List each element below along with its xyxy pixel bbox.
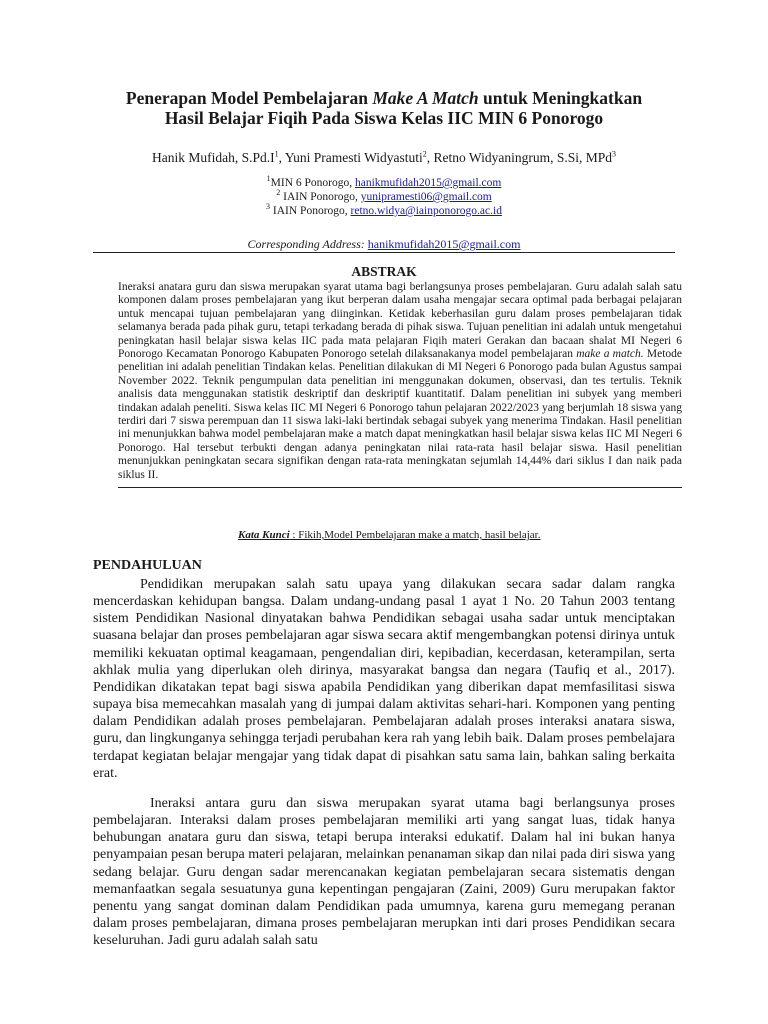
section-heading: PENDAHULUAN [93,558,202,573]
corresponding-label: Corresponding Address: [247,237,368,251]
affiliation-item [150,190,618,204]
title-text: untuk Meningkatkan [478,88,643,108]
abstract-text: Ineraksi anatara guru dan siswa merupakan syarat utama bagi berlangsunya proses pembelajaran. Guru adalah salah satu komponen dalam proses pembelajaran yang ikut berperan dalam usaha mengajar secara optimal pada berbagai pelajaran untuk mencapai tujuan pembelajaran yang diinginkan. Ketidak keberhasilan guru dalam proses pembelajaran tidak selamanya berada pada pihak guru, tetapi terkadang berada di pihak siswa. Tujuan penelitian ini adalah untuk mengetahui peningkatan hasil belajar siswa kelas IIC pada mata pelajaran Fiqih materi Gerakan dan bacaan shalat MI Negeri 6 Ponorogo Kecamatan Ponorogo Kabupaten Ponorogo setelah dilaksanakanya model pembelajaran [118,281,682,361]
corresponding-email-link[interactable]: hanikmufidah2015@gmail.com [367,237,521,251]
affiliation-superscript: 3 [266,202,271,212]
title-line-1 [60,88,708,108]
affiliation-item [150,204,618,218]
affiliation-email-link[interactable]: yunipramesti06@gmail.com [360,191,492,203]
author-superscript: 3 [612,149,617,159]
affiliation-email-link[interactable]: hanikmufidah2015@gmail.com [355,177,502,189]
abstract-heading: ABSTRAK [351,264,417,279]
abstract-top-rule [93,252,675,253]
abstract-text: Metode penelitian ini adalah penelitian Tindakan kelas. Penelitian dilakukan di MI Negeri 6 Ponorogo pada bulan Agustus sampai November 2022. Teknik pengumpulan data penelitian ini menggunakan dokumen, observasi, dan tes tertulis. Teknik analisis data menggunakan statistik deskriptif dan deskriptif kuantitatif. Dalam penelitian ini subyek yang memberi tindakan adalah peneliti. Siswa kelas IIC MI Negeri 6 Ponorogo tahun pelajaran 2022/2023 yang berjumlah 18 siswa yang terdiri dari 7 siswa perempuan dan 11 siswa laki-laki bertindak sebagai subyek yang menerima Tindakan. Hasil penelitian ini menunjukkan bahwa model pembelajaran make a match dapat meningkatkan hasil belajar siswa kelas IIC MI Negeri 6 Ponorogo. Hal tersebut terbukti dengan adanya peningkatan nilai rata-rata hasil belajar siswa. Hasil penelitian menunjukkan peningkatan secara signifikan dengan rata-rata meningkatan sejumlah 14,44% dari siklus I dan naik pada siklus II. [118,348,682,481]
keywords-text: : Fikih,Model Pembelajaran make a match, hasil belajar. [289,529,541,541]
body-paragraph: Ineraksi antara guru dan siswa merupakan syarat utama bagi berlangsunya proses pembelajaran. Interaksi dalam proses pembelajaran memiliki arti yang sangat luas, tidak hanya behubungan anatara guru dan siswa, tetapi berupa interaksi edukatif. Dalam hal ini bukan hanya penyampaian pesan berupa materi pelajaran, melainkan penanaman sikap dan nilai pada diri siswa yang sedang belajar. Guru dengan sadar merencanakan kegiatan pembelajaran secara sistematis dengan memanfaatkan segala sesuatunya guna kepentingan pengajaran (Zaini, 2009) Guru merupakan faktor penentu yang sangat dominan dalam Pendidikan pada umumnya, karena guru memegang peranan dalam proses pembelajaran, dimana proses pembelajaran merupkan inti dari proses Pendidikan secara keseluruhan. Jadi guru adalah salah satu [93,796,675,949]
author-name: , Yuni Pramesti Widyastuti [278,150,423,165]
affiliation-text: IAIN Ponorogo, [280,191,361,203]
body-paragraph: Pendidikan merupakan salah satu upaya yang dilakukan secara sadar dalam rangka mencerdaskan kehidupan bangsa. Dalam undang-undang pasal 1 ayat 1 No. 20 Tahun 2003 tentang sistem Pendidikan Nasional dinyatakan bahwa Pendidikan sebagai usaha sadar untuk menciptakan suasana belajar dan proses pembelajaran agar siswa secara aktif mengembangkan potensi dirinya untuk memiliki kekuatan optimal keagamaan, pengendalian diri, kepibadian, kecerdasan, keterampilan, serta akhlak mulia yang diperlukan oleh dirinya, masyarakat bangsa dan negara (Taufiq et al., 2017). Pendidikan dikatakan tepat bagi siswa apabila Pendidikan yang diberikan dapat memfasilitasi siswa supaya bisa memecahkan masalah yang di jumpai dalam aktivitas sehari-hari. Komponen yang penting dalam Pendidikan adalah proses pembelajaran. Pembelajaran adalah proses interaksi anatara siswa, guru, dan lingkunganya sehingga terjadi perubahan kera rah yang lebih baik. Dalam proses pembelajara terdapat kegiatan belajar mengajar yang tidak dapat di pisahkan satu sama lain, bahkan saling berkaita erat. [93,577,675,781]
abstract-body [118,281,682,488]
affiliation-email-link[interactable]: retno.widya@iainponorogo.ac.id [350,205,502,217]
keywords-line [238,529,540,542]
author-list [40,150,728,166]
keywords-label: Kata Kunci [238,529,290,541]
corresponding-address [40,237,728,251]
author-name: Hanik Mufidah, S.Pd.I [151,150,275,165]
affiliation-list [150,176,618,218]
author-superscript: 2 [422,149,427,159]
affiliation-text: MIN 6 Ponorogo, [270,177,355,189]
abstract-italic-text: make a match. [576,348,644,361]
author-name: , Retno Widyaningrum, S.Si, MPd [426,150,613,165]
affiliation-superscript: 1 [266,174,271,184]
affiliation-superscript: 2 [276,188,281,198]
title-line-2: Hasil Belajar Fiqih Pada Siswa Kelas IIC MIN 6 Ponorogo [164,108,604,128]
affiliation-item [150,176,618,190]
author-superscript: 1 [274,149,279,159]
paper-title [60,88,708,128]
title-text: Penerapan Model Pembelajaran [125,88,373,108]
affiliation-text: IAIN Ponorogo, [270,205,351,217]
title-italic-text: Make A Match [372,88,479,108]
